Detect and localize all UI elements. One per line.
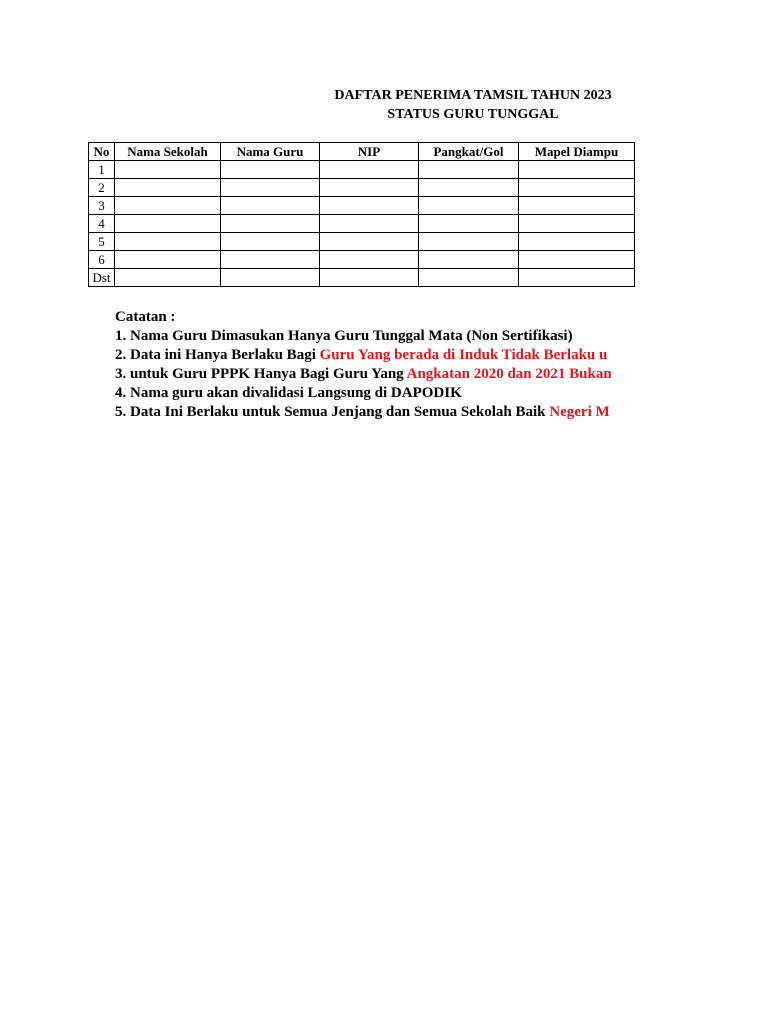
row-number: 2 (89, 179, 115, 197)
cell-mapel-diampu (519, 179, 635, 197)
cell-nama-guru (221, 251, 320, 269)
cell-mapel-diampu (519, 161, 635, 179)
note-text: 1. Nama Guru Dimasukan Hanya Guru Tunggal Mata (Non Sertifikasi) (115, 328, 573, 344)
cell-mapel-diampu (519, 197, 635, 215)
notes-section (115, 308, 635, 422)
cell-mapel-diampu (519, 233, 635, 251)
notes-heading: Catatan : (115, 309, 176, 325)
table-row (89, 179, 635, 197)
note-highlight: Guru Yang berada di Induk Tidak Berlaku u (319, 347, 608, 363)
note-item-4 (115, 384, 635, 403)
cell-pangkat-gol (419, 233, 519, 251)
note-highlight: Negeri M (549, 404, 610, 420)
note-text: 3. untuk Guru PPPK Hanya Bagi Guru Yang (115, 366, 407, 382)
cell-pangkat-gol (419, 215, 519, 233)
cell-mapel-diampu (519, 269, 635, 287)
document-title: DAFTAR PENERIMA TAMSIL TAHUN 2023 (334, 88, 612, 103)
row-number: 6 (89, 251, 115, 269)
cell-nama-sekolah (115, 215, 221, 233)
cell-nip (320, 161, 419, 179)
cell-pangkat-gol (419, 269, 519, 287)
row-number: 4 (89, 215, 115, 233)
cell-nip (320, 197, 419, 215)
cell-nama-sekolah (115, 197, 221, 215)
table-row (89, 269, 635, 287)
table-row (89, 215, 635, 233)
recipient-table (88, 142, 635, 287)
table-row (89, 197, 635, 215)
cell-nip (320, 251, 419, 269)
cell-nama-sekolah (115, 179, 221, 197)
cell-nama-sekolah (115, 251, 221, 269)
row-number: 5 (89, 233, 115, 251)
cell-mapel-diampu (519, 215, 635, 233)
cell-nama-guru (221, 161, 320, 179)
cell-nama-guru (221, 215, 320, 233)
cell-nip (320, 269, 419, 287)
note-highlight: Angkatan 2020 dan 2021 Bukan (406, 366, 612, 382)
cell-pangkat-gol (419, 251, 519, 269)
cell-nip (320, 179, 419, 197)
note-item-2 (115, 346, 635, 365)
note-text: 2. Data ini Hanya Berlaku Bagi (115, 347, 320, 363)
cell-nama-guru (221, 233, 320, 251)
header-pangkat-gol: Pangkat/Gol (419, 143, 519, 161)
row-number: 1 (89, 161, 115, 179)
header-no: No (89, 143, 115, 161)
row-number: 3 (89, 197, 115, 215)
table-row (89, 233, 635, 251)
cell-nip (320, 215, 419, 233)
header-nama-guru: Nama Guru (221, 143, 320, 161)
document-subtitle: STATUS GURU TUNGGAL (387, 107, 559, 122)
note-text: 5. Data Ini Berlaku untuk Semua Jenjang dan Semua Sekolah Baik (115, 404, 550, 420)
cell-nip (320, 233, 419, 251)
cell-nama-guru (221, 179, 320, 197)
cell-pangkat-gol (419, 197, 519, 215)
row-number: Dst (89, 269, 115, 287)
note-text: 4. Nama guru akan divalidasi Langsung di DAPODIK (115, 385, 462, 401)
header-mapel-diampu: Mapel Diampu (519, 143, 635, 161)
cell-nama-sekolah (115, 233, 221, 251)
table-row (89, 161, 635, 179)
cell-nama-guru (221, 197, 320, 215)
cell-nama-guru (221, 269, 320, 287)
table-header-row (89, 143, 635, 161)
note-item-1 (115, 327, 635, 346)
cell-pangkat-gol (419, 161, 519, 179)
header-nip: NIP (320, 143, 419, 161)
cell-nama-sekolah (115, 161, 221, 179)
cell-mapel-diampu (519, 251, 635, 269)
cell-pangkat-gol (419, 179, 519, 197)
table-row (89, 251, 635, 269)
header-nama-sekolah: Nama Sekolah (115, 143, 221, 161)
note-item-3 (115, 365, 635, 384)
note-item-5 (115, 403, 635, 422)
cell-nama-sekolah (115, 269, 221, 287)
